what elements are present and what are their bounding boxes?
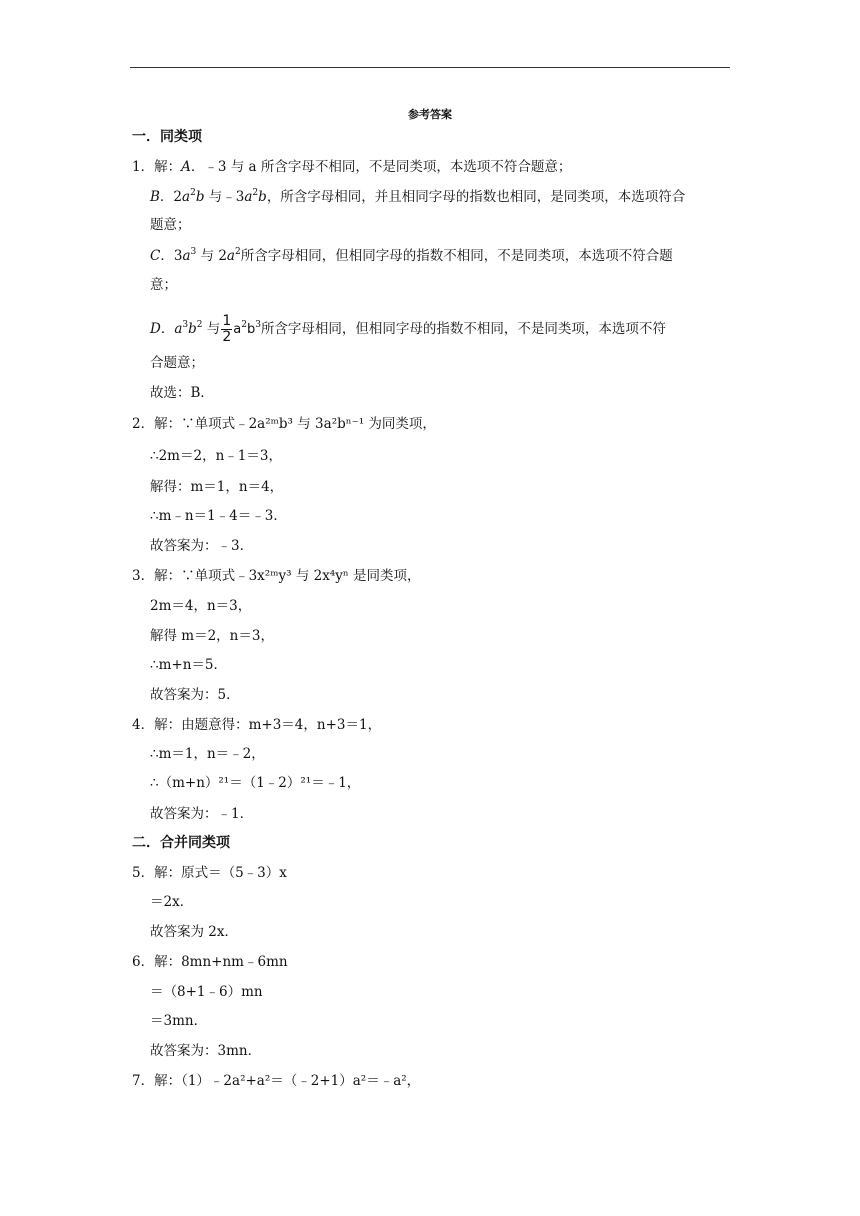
q4-line-1: 4．解：由题意得：m+3＝4，n+3＝1， bbox=[132, 717, 382, 733]
q6-line-3: ＝3mn． bbox=[150, 1013, 208, 1029]
section-heading-2: 二．合并同类项 bbox=[132, 835, 230, 851]
q4-line-3: ∴（m+n）²¹＝（1﹣2）²¹＝﹣1， bbox=[150, 775, 361, 791]
q1-line-c: C．$3a^3$ 与 $2a^2$所含字母相同，但相同字母的指数不相同，不是同类项，本选项不符合题 bbox=[150, 247, 673, 264]
q2-line-5: 故答案为：﹣3． bbox=[150, 538, 254, 554]
q4-line-4: 故答案为：﹣1． bbox=[150, 806, 254, 822]
fraction-one-half: $\frac{1}{2}$ bbox=[222, 313, 232, 345]
q1-line-a: 1．解：A．﹣3 与 a 所含字母不相同，不是同类项，本选项不符合题意； bbox=[132, 159, 572, 175]
q1-line-b-cont: 题意； bbox=[150, 217, 191, 233]
q3-line-2: 2m＝4，n＝3， bbox=[150, 598, 252, 614]
q1-line-c-cont: 意； bbox=[150, 277, 177, 293]
q3-line-3: 解得 m＝2，n＝3， bbox=[150, 628, 274, 644]
q2-line-2: ∴2m＝2，n﹣1＝3， bbox=[150, 448, 282, 464]
q4-line-2: ∴m＝1，n＝﹣2， bbox=[150, 746, 265, 762]
q5-line-2: ＝2x． bbox=[150, 894, 194, 910]
q6-line-2: ＝（8+1﹣6）mn bbox=[150, 984, 263, 1000]
q7-line-1: 7．解：（1）﹣2a²+a²＝（﹣2+1）a²＝﹣a²， bbox=[132, 1073, 421, 1089]
q1-c-text: 所含字母相同，但相同字母的指数不相同，不是同类项，本选项不符合题 bbox=[240, 248, 673, 264]
page-title: 参考答案 bbox=[408, 108, 452, 121]
q1-line-d-cont: 合题意； bbox=[150, 355, 204, 371]
q6-line-4: 故答案为：3mn． bbox=[150, 1043, 262, 1059]
q2-line-1: 2．解：∵单项式﹣2a²ᵐb³ 与 3a²bⁿ⁻¹ 为同类项， bbox=[132, 416, 436, 432]
header-rule bbox=[130, 67, 730, 68]
q2-line-4: ∴m﹣n＝1﹣4＝﹣3． bbox=[150, 508, 287, 524]
q3-line-1: 3．解：∵单项式﹣3x²ᵐy³ 与 2x⁴yⁿ 是同类项， bbox=[132, 568, 421, 584]
q6-line-1: 6．解：8mn+nm﹣6mn bbox=[132, 954, 288, 970]
q1-d-text: 所含字母相同，但相同字母的指数不相同，不是同类项，本选项不符 bbox=[260, 321, 666, 337]
q5-line-1: 5．解：原式＝（5﹣3）x bbox=[132, 865, 287, 881]
q2-line-3: 解得：m＝1，n＝4， bbox=[150, 479, 284, 495]
section-heading-1: 一．同类项 bbox=[132, 129, 202, 145]
q1-answer: 故选：B． bbox=[150, 385, 214, 401]
q3-line-5: 故答案为：5． bbox=[150, 687, 240, 703]
q1-a-text: ．﹣3 与 a 所含字母不相同，不是同类项，本选项不符合题意； bbox=[190, 159, 572, 175]
q5-line-3: 故答案为 2x． bbox=[150, 924, 238, 940]
q1-head: 1．解： bbox=[132, 159, 182, 175]
q1-b-text: ，所含字母相同，并且相同字母的指数也相同，是同类项，本选项符合 bbox=[266, 189, 686, 205]
q3-line-4: ∴m+n＝5． bbox=[150, 657, 227, 673]
q1-line-b: B．$2a^2b$ 与$﹣3a^2b$，所含字母相同，并且相同字母的指数也相同，是同类项，本选项符合 bbox=[150, 188, 686, 205]
q1-line-d: D．$a^3b^2$ 与 $\frac{1}{2}$ $a^2b^3$所含字母相同，但相同字母的指数不相同，不是同类项，本选项不符 bbox=[150, 313, 666, 345]
